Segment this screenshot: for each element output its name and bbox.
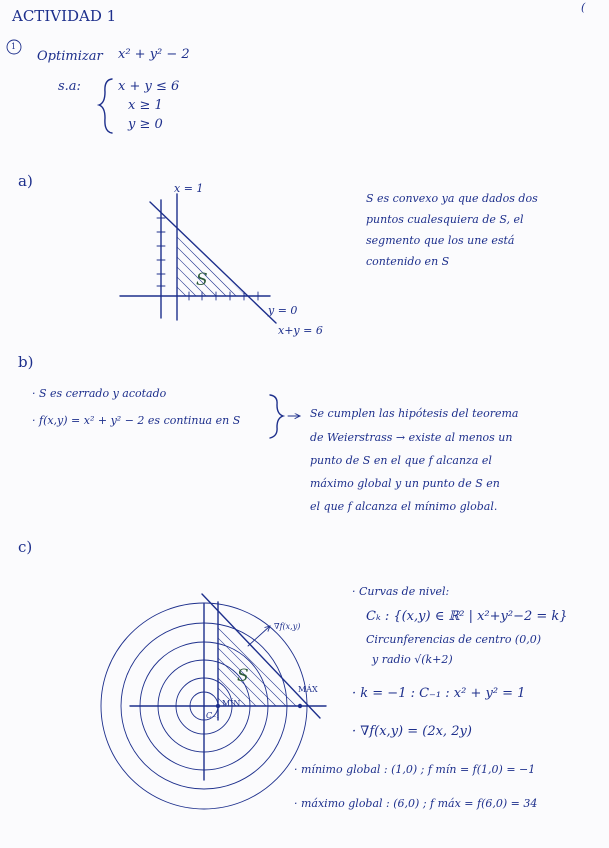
curves-description-1: Circunferencias de centro (0,0) — [366, 633, 542, 646]
page-title: ACTIVIDAD 1 — [12, 7, 117, 25]
curves-description-2: y radio √(k+2) — [372, 653, 453, 666]
curves-title: · Curvas de nivel: — [352, 585, 450, 598]
weierstrass-line-1: Se cumplen las hipótesis del teorema — [310, 407, 519, 420]
hypothesis-1: · S es cerrado y acotado — [32, 387, 167, 400]
graph-feasible-region-a — [100, 194, 276, 323]
problem-number: 1 — [11, 42, 17, 51]
region-hatching-a — [100, 230, 260, 300]
gradient-label: ∇f(x,y) — [274, 622, 301, 631]
label-y-equals-0-a: y = 0 — [268, 304, 298, 317]
label-x-equals-1-a: x = 1 — [174, 182, 204, 195]
part-b-label: b) — [18, 353, 34, 371]
set-s-label-c: S — [237, 666, 249, 686]
weierstrass-line-5: el que f alcanza el mínimo global. — [310, 500, 498, 513]
min-label: MÍN — [222, 699, 241, 708]
max-point — [298, 704, 302, 708]
weierstrass-line-4: máximo global y un punto de S en — [310, 477, 500, 490]
objective-function: x² + y² − 2 — [118, 47, 190, 62]
hypothesis-2: · f(x,y) = x² + y² − 2 es continua en S — [32, 414, 241, 427]
weierstrass-line-2: de Weierstrass → existe al menos un — [310, 431, 513, 444]
convexity-line-4: contenido en S — [366, 255, 450, 268]
convexity-line-2: puntos cualesquiera de S, el — [366, 213, 524, 226]
gradient-arrow — [248, 626, 270, 646]
global-minimum: · mínimo global : (1,0) ; f mín = f(1,0) = −1 — [294, 763, 536, 776]
constraint-2: x ≥ 1 — [128, 98, 163, 113]
constraint-brace — [99, 79, 112, 133]
hypotheses-brace — [270, 395, 283, 438]
global-maximum: · máximo global : (6,0) ; f máx = f(6,0) = 34 — [294, 797, 538, 810]
constraint-3: y ≥ 0 — [128, 117, 163, 132]
convexity-line-3: segmento que los une está — [366, 234, 515, 247]
max-label: MÁX — [298, 685, 318, 694]
min-point — [216, 704, 220, 708]
weierstrass-line-3: punto de S en el que f alcanza el — [310, 454, 492, 467]
optimize-label: Optimizar — [37, 49, 103, 64]
c-minus-1-label: C₋₁ — [206, 711, 220, 720]
part-c-label: c) — [18, 538, 33, 556]
corner-mark: ( — [581, 1, 586, 14]
convexity-line-1: S es convexo ya que dados dos — [366, 192, 538, 205]
curves-definition: Cₖ : {(x,y) ∈ ℝ² | x²+y²−2 = k} — [366, 609, 568, 624]
gradient-formula: · ∇f(x,y) = (2x, 2y) — [352, 724, 472, 739]
k-example: · k = −1 : C₋₁ : x² + y² = 1 — [352, 686, 526, 701]
line-x-plus-y-6-a — [150, 202, 276, 323]
label-x-plus-y-6-a: x+y = 6 — [278, 324, 323, 337]
part-a-label: a) — [18, 172, 33, 190]
subject-to-label: s.a: — [58, 79, 81, 94]
set-s-label-a: S — [196, 270, 208, 290]
constraint-1: x + y ≤ 6 — [118, 79, 180, 94]
